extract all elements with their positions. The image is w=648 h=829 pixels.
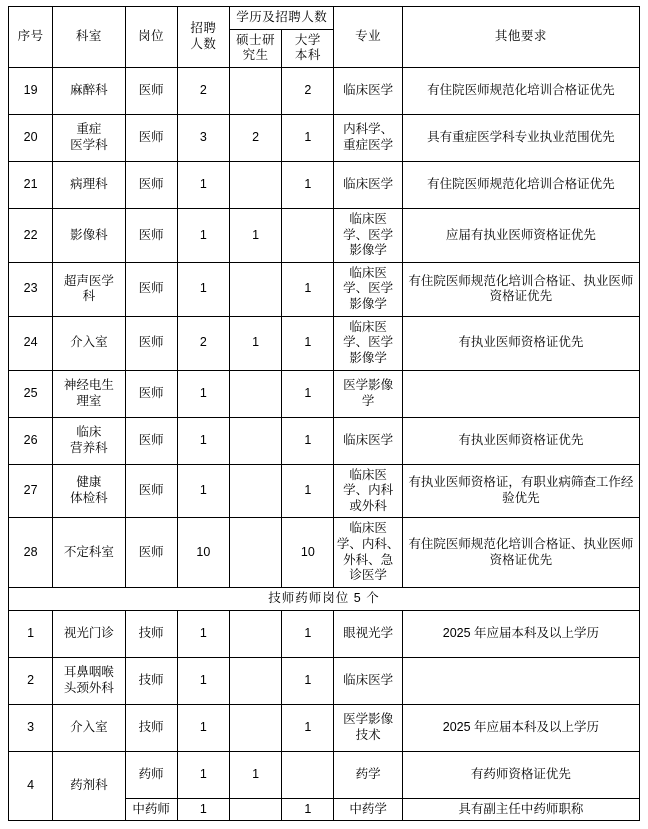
cell-master	[230, 518, 282, 588]
cell-no: 2	[9, 657, 53, 704]
cell-post: 技师	[125, 657, 177, 704]
table-row	[9, 161, 640, 208]
cell-recruit-num: 1	[177, 704, 229, 751]
table-row	[9, 518, 640, 588]
cell-recruit-num: 1	[177, 464, 229, 518]
cell-other	[402, 370, 639, 417]
header-bachelor-line1: 大学	[294, 32, 321, 47]
cell-major: 内科学、 重症医学	[334, 114, 402, 161]
cell-master: 1	[230, 316, 282, 370]
table-row	[9, 67, 640, 114]
cell-no: 21	[9, 161, 53, 208]
header-master-line2: 究生	[242, 48, 269, 63]
cell-other: 有执业医师资格证优先	[402, 417, 639, 464]
cell-no: 25	[9, 370, 53, 417]
header-major: 专业	[334, 7, 402, 68]
cell-master	[230, 798, 282, 821]
table-row	[9, 417, 640, 464]
cell-other: 有住院医师规范化培训合格证优先	[402, 161, 639, 208]
cell-major: 临床医学	[334, 417, 402, 464]
cell-major: 医学影像 学	[334, 370, 402, 417]
section-title: 技师药师岗位 5 个	[9, 587, 640, 610]
cell-master: 1	[230, 751, 282, 798]
cell-post: 医师	[125, 417, 177, 464]
cell-recruit-num: 2	[177, 316, 229, 370]
cell-bachelor: 1	[282, 417, 334, 464]
cell-master	[230, 464, 282, 518]
table-row	[9, 370, 640, 417]
table-row	[9, 208, 640, 262]
cell-no: 20	[9, 114, 53, 161]
cell-recruit-num: 1	[177, 657, 229, 704]
cell-major: 临床医学	[334, 161, 402, 208]
cell-major: 临床医学	[334, 67, 402, 114]
cell-no: 27	[9, 464, 53, 518]
cell-major: 临床医 学、医学 影像学	[334, 262, 402, 316]
cell-no: 23	[9, 262, 53, 316]
table-body-technicians	[9, 610, 640, 821]
cell-bachelor: 1	[282, 161, 334, 208]
table-header	[9, 7, 640, 68]
cell-bachelor: 10	[282, 518, 334, 588]
table-section-technician	[9, 587, 640, 610]
cell-dept: 麻醉科	[53, 67, 125, 114]
cell-recruit-num: 1	[177, 610, 229, 657]
cell-master: 1	[230, 208, 282, 262]
cell-dept: 超声医学 科	[53, 262, 125, 316]
cell-dept: 介入室	[53, 316, 125, 370]
cell-dept: 病理科	[53, 161, 125, 208]
cell-bachelor: 1	[282, 657, 334, 704]
cell-master	[230, 704, 282, 751]
cell-master	[230, 417, 282, 464]
cell-post: 药师	[125, 751, 177, 798]
cell-dept: 视光门诊	[53, 610, 125, 657]
cell-post: 医师	[125, 370, 177, 417]
cell-bachelor	[282, 208, 334, 262]
header-recruit-num-line2: 人数	[190, 36, 217, 51]
cell-dept: 药剂科	[53, 751, 125, 821]
cell-other	[402, 657, 639, 704]
header-bachelor-line2: 本科	[294, 48, 321, 63]
cell-recruit-num: 1	[177, 751, 229, 798]
cell-post: 技师	[125, 704, 177, 751]
cell-master	[230, 657, 282, 704]
cell-post: 医师	[125, 464, 177, 518]
cell-no: 19	[9, 67, 53, 114]
cell-recruit-num: 1	[177, 262, 229, 316]
header-dept: 科室	[53, 7, 125, 68]
header-master-line1: 硕士研	[236, 32, 276, 47]
cell-other: 有住院医师规范化培训合格证优先	[402, 67, 639, 114]
header-recruit-num	[177, 7, 229, 68]
cell-other: 2025 年应届本科及以上学历	[402, 704, 639, 751]
cell-major: 药学	[334, 751, 402, 798]
cell-master	[230, 262, 282, 316]
cell-recruit-num: 10	[177, 518, 229, 588]
cell-dept: 重症 医学科	[53, 114, 125, 161]
table-row	[9, 751, 640, 798]
header-master	[230, 29, 282, 67]
cell-other: 有住院医师规范化培训合格证、执业医师资格证优先	[402, 518, 639, 588]
cell-no: 4	[9, 751, 53, 821]
cell-dept: 耳鼻咽喉 头颈外科	[53, 657, 125, 704]
cell-other: 有药师资格证优先	[402, 751, 639, 798]
cell-dept: 临床 营养科	[53, 417, 125, 464]
cell-major: 眼视光学	[334, 610, 402, 657]
cell-recruit-num: 1	[177, 370, 229, 417]
table-row	[9, 316, 640, 370]
cell-no: 3	[9, 704, 53, 751]
cell-dept: 影像科	[53, 208, 125, 262]
cell-no: 22	[9, 208, 53, 262]
cell-post: 医师	[125, 114, 177, 161]
cell-dept: 不定科室	[53, 518, 125, 588]
cell-master	[230, 610, 282, 657]
table-row	[9, 262, 640, 316]
cell-major: 临床医 学、内科 或外科	[334, 464, 402, 518]
cell-post: 医师	[125, 67, 177, 114]
cell-bachelor: 1	[282, 370, 334, 417]
cell-bachelor: 1	[282, 610, 334, 657]
cell-bachelor: 1	[282, 464, 334, 518]
cell-major: 临床医 学、内科、 外科、急 诊医学	[334, 518, 402, 588]
cell-no: 28	[9, 518, 53, 588]
cell-post: 医师	[125, 161, 177, 208]
cell-other: 具有副主任中药师职称	[402, 798, 639, 821]
header-education-group: 学历及招聘人数	[230, 7, 334, 30]
header-recruit-num-line1: 招聘	[190, 21, 217, 36]
cell-dept: 健康 体检科	[53, 464, 125, 518]
cell-post: 医师	[125, 262, 177, 316]
cell-bachelor: 2	[282, 67, 334, 114]
header-other: 其他要求	[402, 7, 639, 68]
cell-post: 中药师	[125, 798, 177, 821]
cell-no: 26	[9, 417, 53, 464]
cell-major: 中药学	[334, 798, 402, 821]
cell-recruit-num: 1	[177, 417, 229, 464]
recruitment-table	[8, 6, 640, 821]
cell-post: 医师	[125, 208, 177, 262]
table-row	[9, 704, 640, 751]
cell-major: 临床医 学、医学 影像学	[334, 316, 402, 370]
cell-recruit-num: 1	[177, 208, 229, 262]
cell-other: 有执业医师资格证优先	[402, 316, 639, 370]
cell-recruit-num: 1	[177, 798, 229, 821]
cell-master	[230, 370, 282, 417]
cell-major: 临床医 学、医学 影像学	[334, 208, 402, 262]
cell-other: 有执业医师资格证，有职业病筛查工作经验优先	[402, 464, 639, 518]
cell-bachelor: 1	[282, 262, 334, 316]
header-row-1	[9, 7, 640, 30]
cell-bachelor	[282, 751, 334, 798]
cell-bachelor: 1	[282, 704, 334, 751]
table-row	[9, 657, 640, 704]
header-bachelor	[282, 29, 334, 67]
cell-dept: 神经电生 理室	[53, 370, 125, 417]
cell-master	[230, 161, 282, 208]
table-row	[9, 464, 640, 518]
cell-other: 应届有执业医师资格证优先	[402, 208, 639, 262]
cell-post: 技师	[125, 610, 177, 657]
cell-no: 1	[9, 610, 53, 657]
cell-recruit-num: 2	[177, 67, 229, 114]
section-title-row	[9, 587, 640, 610]
cell-recruit-num: 3	[177, 114, 229, 161]
header-no: 序号	[9, 7, 53, 68]
table-row	[9, 610, 640, 657]
cell-bachelor: 1	[282, 798, 334, 821]
cell-master: 2	[230, 114, 282, 161]
cell-major: 医学影像 技术	[334, 704, 402, 751]
cell-post: 医师	[125, 518, 177, 588]
cell-other: 具有重症医学科专业执业范围优先	[402, 114, 639, 161]
cell-other: 有住院医师规范化培训合格证、执业医师资格证优先	[402, 262, 639, 316]
cell-major: 临床医学	[334, 657, 402, 704]
cell-post: 医师	[125, 316, 177, 370]
cell-no: 24	[9, 316, 53, 370]
table-body-doctors	[9, 67, 640, 587]
cell-other: 2025 年应届本科及以上学历	[402, 610, 639, 657]
header-post: 岗位	[125, 7, 177, 68]
cell-master	[230, 67, 282, 114]
cell-dept: 介入室	[53, 704, 125, 751]
cell-bachelor: 1	[282, 316, 334, 370]
cell-bachelor: 1	[282, 114, 334, 161]
cell-recruit-num: 1	[177, 161, 229, 208]
table-row	[9, 114, 640, 161]
